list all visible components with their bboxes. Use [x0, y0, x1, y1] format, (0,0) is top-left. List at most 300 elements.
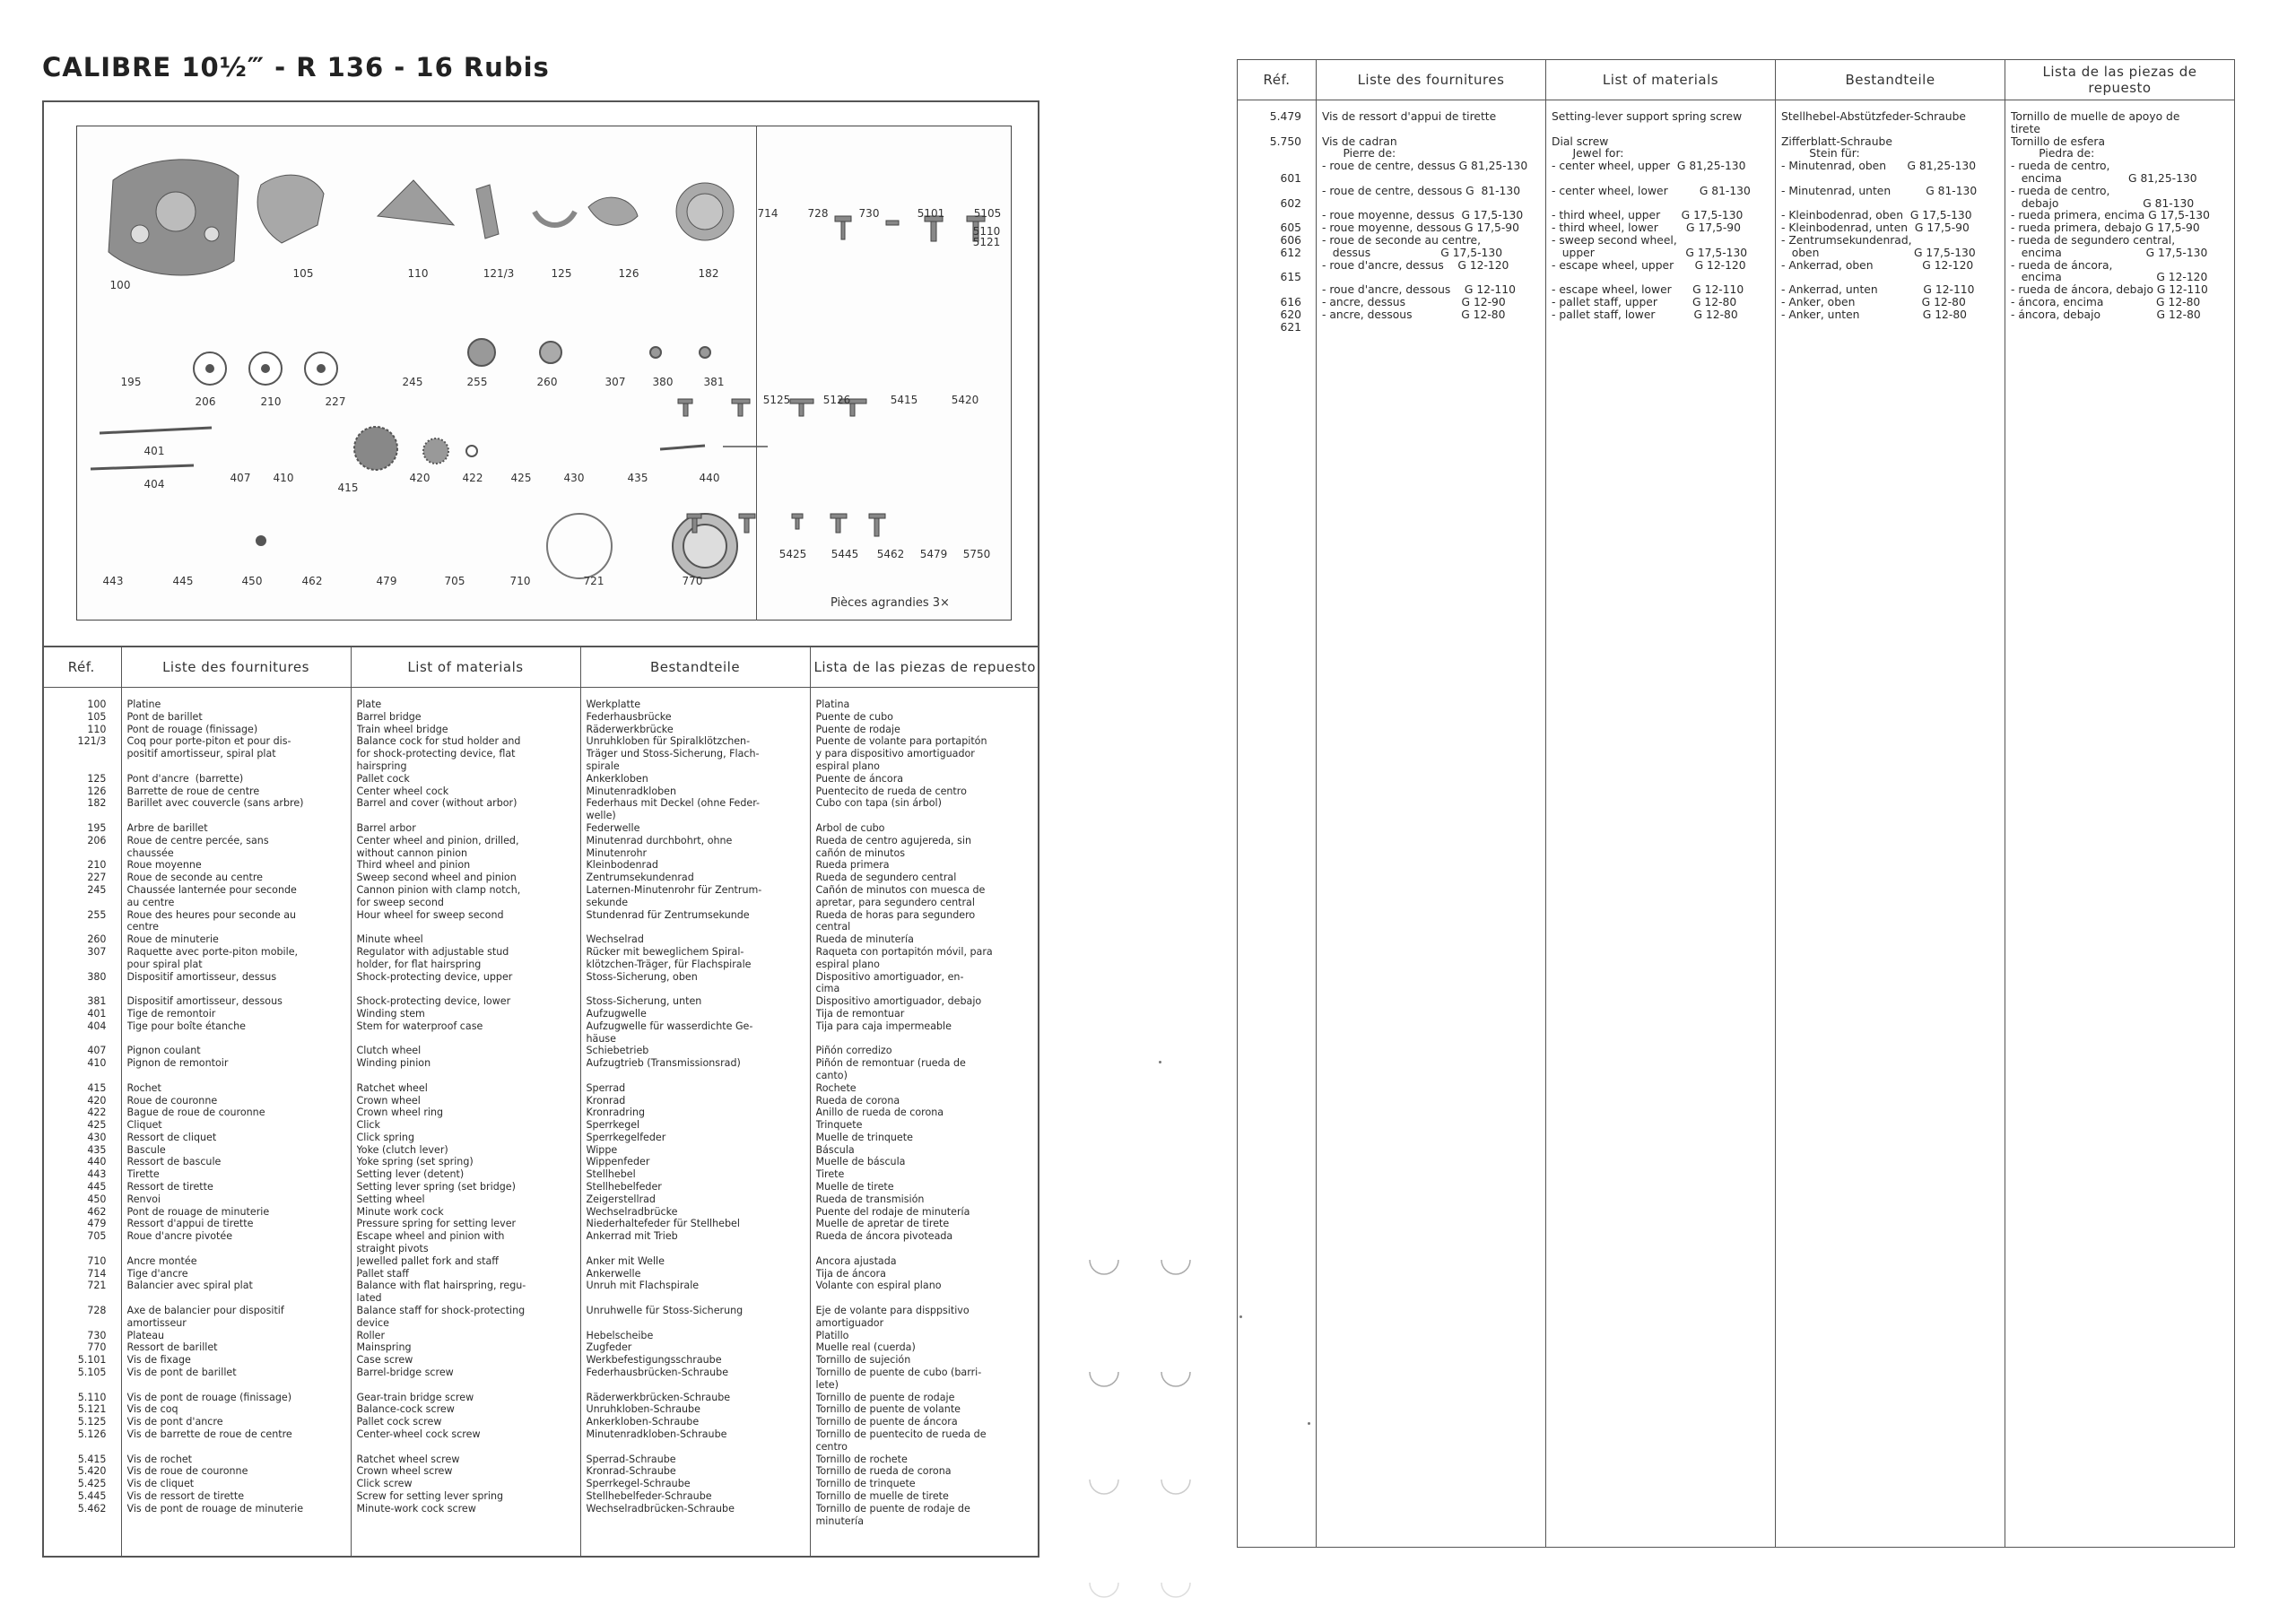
table-line: 425: [87, 1119, 107, 1132]
table-line: Stellhebelfeder-Schraube: [586, 1490, 712, 1502]
table-line: Zeigerstellrad: [586, 1193, 656, 1205]
table-line: 605: [1280, 222, 1301, 235]
table-line: 5.101: [77, 1354, 107, 1367]
table-line: espiral plano: [815, 958, 880, 970]
table-line: Tornillo de rueda de corona: [815, 1465, 952, 1478]
table-line: [48, 1243, 107, 1255]
table-line: Tija de áncora: [815, 1267, 886, 1280]
table-line: Plateau: [126, 1329, 165, 1341]
table-line: Jewelled pallet fork and staff: [356, 1254, 499, 1267]
table-line: Bascule: [126, 1143, 166, 1156]
table-line: - pallet staff, lower G 12-80: [1552, 308, 1738, 321]
table-line: Roue des heures pour seconde au: [126, 908, 297, 921]
table-line: minutería: [815, 1515, 865, 1527]
table-line: Kleinbodenrad: [586, 859, 658, 872]
table-line: amortisseur: [126, 1316, 187, 1329]
table-line: 210: [87, 859, 107, 872]
table-line: Vis de pont de rouage (finissage): [126, 1391, 292, 1403]
table-line: Unruhkloben für Spiralklötzchen-: [586, 735, 751, 748]
table-line: Barrel-bridge screw: [356, 1367, 454, 1379]
table-line: Zifferblatt-Schraube: [1781, 135, 1892, 148]
table-line: encima G 17,5-130: [2011, 247, 2208, 259]
part-label: 5105: [973, 207, 1002, 220]
part-label: 730: [858, 207, 880, 220]
part-label: 415: [337, 482, 359, 494]
table-line: Rueda de transmisión: [815, 1193, 925, 1205]
table-line: Gear-train bridge screw: [356, 1391, 474, 1403]
table-line: [127, 1070, 345, 1082]
table-line: Ressort de bascule: [126, 1156, 222, 1168]
table-line: Tornillo de puente de áncora: [815, 1416, 958, 1428]
part-label: 126: [618, 267, 639, 280]
table-line: Sperrkegelfeder: [586, 1131, 666, 1143]
table-line: Arbol de cubo: [815, 821, 885, 834]
table-line: Aufzugwelle: [586, 1007, 647, 1020]
table-line: - third wheel, lower G 17,5-90: [1552, 222, 1741, 235]
table-line: Plate: [356, 699, 382, 710]
table-line: - roue de centre, dessus G 81,25-130: [1322, 161, 1528, 173]
table-line: Stellhebel-Abstützfeder-Schraube: [1781, 111, 1966, 123]
table-line: 616: [1280, 296, 1301, 308]
speck: [1239, 1315, 1242, 1318]
table-line: [1322, 124, 1540, 136]
table-line: Winding stem: [356, 1007, 425, 1020]
table-line: Pont d'ancre (barrette): [126, 772, 244, 785]
table-line: Muelle de báscula: [815, 1156, 906, 1168]
table-line: - Ankerrad, oben G 12-120: [1781, 259, 1974, 272]
table-line: [48, 1070, 107, 1082]
table-line: Barrel bridge: [356, 710, 422, 723]
part-label: 479: [376, 575, 397, 587]
table-line: 5.415: [77, 1453, 107, 1465]
table-line: Vis de ressort de tirette: [126, 1490, 245, 1502]
table-line: Puente de cubo: [815, 710, 893, 723]
table-line: Roue moyenne: [126, 859, 202, 872]
table-line: Balance staff for shock-protecting: [356, 1305, 526, 1317]
table-line: Roue de centre percée, sans: [126, 834, 269, 846]
part-label: 770: [682, 575, 703, 587]
table-line: Piñón corredizo: [815, 1045, 892, 1057]
table-line: - áncora, debajo G 12-80: [2011, 308, 2201, 321]
table-line: Screw for setting lever spring: [356, 1490, 504, 1502]
table-line: central: [815, 921, 851, 933]
table-line: Sperrkegel-Schraube: [586, 1478, 691, 1490]
table-line: Báscula: [815, 1143, 855, 1156]
table-line: Ankerkloben: [586, 772, 648, 785]
table-line: Ressort de cliquet: [126, 1131, 217, 1143]
col-header-es: Lista de las piezas de repuesto: [2005, 60, 2235, 100]
table-line: Muelle de tirete: [815, 1181, 894, 1193]
table-line: upper G 17,5-130: [1552, 247, 1748, 259]
table-line: [48, 847, 107, 860]
table-line: Vis de coq: [126, 1403, 178, 1416]
parts-photo: [76, 126, 1012, 621]
table-line: Aufzugwelle für wasserdichte Ge-: [586, 1020, 753, 1032]
table-line: Minutenrohr: [586, 846, 648, 859]
table-line: Puente del rodaje de minutería: [815, 1205, 970, 1218]
table-line: Zugfeder: [586, 1341, 632, 1354]
table-line: Tornillo de puente de volante: [815, 1403, 961, 1416]
table-line: [1781, 173, 1999, 186]
table-line: Muelle de apretar de tirete: [815, 1218, 950, 1230]
table-line: [357, 1070, 575, 1082]
table-line: Platina: [815, 699, 850, 710]
part-label: 410: [273, 472, 294, 484]
table-line: Balance-cock screw: [356, 1403, 455, 1416]
part-label: 450: [241, 575, 263, 587]
table-line: 430: [87, 1131, 107, 1143]
table-line: Raquette avec porte-piton mobile,: [126, 945, 299, 958]
table-line: Cliquet: [126, 1119, 162, 1132]
table-line: - pallet staff, upper G 12-80: [1552, 296, 1737, 308]
table-line: 714: [87, 1267, 107, 1280]
table-line: - rueda de centro,: [2011, 161, 2110, 173]
table-line: [127, 760, 345, 773]
table-line: [127, 1243, 345, 1255]
part-label: 420: [409, 472, 430, 484]
table-line: Muelle de trinquete: [815, 1131, 913, 1143]
table-line: 710: [87, 1254, 107, 1267]
table-line: centro: [815, 1440, 848, 1453]
part-label: 5479: [919, 548, 948, 560]
table-line: 730: [87, 1329, 107, 1341]
table-line: Ressort de tirette: [126, 1181, 213, 1193]
table-line: 5.479: [1269, 111, 1301, 123]
table-line: 420: [87, 1094, 107, 1107]
table-line: - roue d'ancre, dessous G 12-110: [1322, 284, 1516, 297]
table-line: y para dispositivo amortiguador: [815, 748, 975, 760]
table-line: Dispositif amortisseur, dessous: [126, 995, 283, 1008]
table-line: Barrel and cover (without arbor): [356, 797, 517, 810]
table-line: 422: [87, 1107, 107, 1119]
table-line: Tornillo de sujeción: [815, 1354, 911, 1367]
table-line: [48, 760, 107, 773]
table-line: Rueda primera: [815, 859, 890, 872]
table-line: 612: [1280, 247, 1301, 259]
table-line: [48, 983, 107, 995]
table-line: [1243, 210, 1301, 222]
table-line: Ankerrad mit Trieb: [586, 1230, 678, 1243]
left-parts-table: [42, 646, 1039, 1558]
table-line: Tornillo de puente de rodaje de: [815, 1502, 970, 1515]
table-line: Tornillo de puente de cubo (barri-: [815, 1367, 982, 1379]
table-line: Pallet cock: [356, 772, 410, 785]
table-line: 255: [87, 908, 107, 921]
table-line: [48, 897, 107, 909]
table-line: Pallet staff: [356, 1267, 409, 1280]
table-line: Anker mit Welle: [586, 1254, 665, 1267]
table-line: Tornillo de muelle de apoyo de: [2011, 111, 2180, 123]
table-line: Chaussée lanternée pour seconde: [126, 883, 297, 896]
table-line: [48, 810, 107, 822]
table-line: - Anker, unten G 12-80: [1781, 308, 1967, 321]
table-line: [1781, 272, 1999, 284]
table-line: Unruhwelle für Stoss-Sicherung: [586, 1305, 744, 1317]
table-line: Stellhebel: [586, 1168, 636, 1181]
table-line: [127, 1441, 345, 1454]
table-line: - rueda de segundero central,: [2011, 234, 2176, 247]
table-line: Setting lever (detent): [356, 1168, 465, 1181]
table-line: Roue d'ancre pivotée: [126, 1230, 233, 1243]
table-line: - rueda de centro,: [2011, 185, 2110, 197]
table-line: espiral plano: [815, 759, 880, 772]
table-line: - roue moyenne, dessous G 17,5-90: [1322, 222, 1519, 235]
table-line: 479: [87, 1218, 107, 1230]
table-line: [357, 921, 575, 933]
table-line: straight pivots: [356, 1243, 429, 1255]
table-line: 380: [87, 970, 107, 983]
enlarged-note: Pièces agrandies 3×: [831, 596, 950, 610]
table-line: Pont de rouage de minuterie: [126, 1205, 270, 1218]
table-line: Setting-lever support spring screw: [1552, 111, 1743, 123]
part-label: 721: [583, 575, 604, 587]
part-label: 121/3: [483, 267, 515, 280]
table-line: Tornillo de trinquete: [815, 1478, 916, 1490]
table-line: - escape wheel, upper G 12-120: [1552, 259, 1746, 272]
table-line: without cannon pinion: [356, 846, 468, 859]
table-line: Kronrad-Schraube: [586, 1465, 676, 1478]
table-line: Pignon coulant: [126, 1045, 201, 1057]
table-line: Kronradring: [586, 1107, 646, 1119]
table-line: 5.121: [77, 1403, 107, 1416]
table-line: [587, 983, 804, 995]
table-line: Platillo: [815, 1329, 849, 1341]
table-line: Axe de balancier pour dispositif: [126, 1305, 284, 1317]
table-line: Pont de rouage (finissage): [126, 723, 258, 735]
table-line: Click: [356, 1119, 380, 1132]
table-line: 5.425: [77, 1478, 107, 1490]
table-line: Räderwerkbrücke: [586, 723, 674, 735]
table-line: Cubo con tapa (sin árbol): [815, 797, 942, 810]
table-line: [48, 1317, 107, 1330]
table-line: Stem for waterproof case: [356, 1020, 483, 1032]
table-line: device: [356, 1316, 389, 1329]
table-line: au centre: [126, 896, 175, 908]
part-label: 307: [604, 376, 626, 388]
ref-column: [1238, 100, 1317, 1548]
table-line: Dispositivo amortiguador, debajo: [815, 995, 982, 1008]
table-line: Ratchet wheel: [356, 1081, 428, 1094]
table-line: 182: [87, 797, 107, 810]
table-line: welle): [586, 810, 616, 822]
table-line: Tige de remontoir: [126, 1007, 216, 1020]
table-line: Balancier avec spiral plat: [126, 1280, 253, 1292]
part-label: 714: [757, 207, 778, 220]
table-line: [587, 1292, 804, 1305]
table-line: Rueda de segundero central: [815, 872, 957, 884]
table-line: [127, 810, 345, 822]
table-line: Dispositif amortisseur, dessus: [126, 970, 277, 983]
table-line: [1552, 173, 1770, 186]
table-line: dessus G 17,5-130: [1322, 247, 1503, 259]
table-line: Winding pinion: [356, 1057, 431, 1070]
table-line: - roue moyenne, dessus G 17,5-130: [1322, 210, 1524, 222]
table-line: - center wheel, upper G 81,25-130: [1552, 161, 1746, 173]
table-line: Tija de remontuar: [815, 1007, 905, 1020]
table-line: lete): [815, 1378, 839, 1391]
table-line: [48, 1441, 107, 1454]
table-line: Roue de seconde au centre: [126, 872, 263, 884]
table-line: [816, 1243, 1035, 1255]
table-line: Zentrumsekundenrad: [586, 872, 694, 884]
table-line: 5.750: [1269, 135, 1301, 148]
table-line: Hour wheel for sweep second: [356, 908, 504, 921]
table-line: klötzchen-Träger, für Flachspirale: [586, 958, 752, 970]
table-line: Train wheel bridge: [356, 723, 448, 735]
table-line: Center wheel cock: [356, 785, 449, 797]
table-line: [587, 1441, 804, 1454]
table-line: Vis de cadran: [1322, 135, 1397, 148]
table-line: Rochet: [126, 1081, 161, 1094]
table-line: Tige pour boîte étanche: [126, 1020, 246, 1032]
table-line: 5.126: [77, 1428, 107, 1441]
table-line: Case screw: [356, 1354, 413, 1367]
table-line: [587, 921, 804, 933]
plate-part-drawing: [109, 160, 734, 275]
table-line: 621: [1280, 321, 1301, 334]
table-line: Hebelscheibe: [586, 1329, 654, 1341]
table-line: Arbre de barillet: [126, 821, 208, 834]
part-label: 182: [698, 267, 719, 280]
table-line: Puente de rodaje: [815, 723, 900, 735]
table-line: [357, 1379, 575, 1392]
table-line: 728: [87, 1305, 107, 1317]
col-header-en: List of materials: [351, 647, 580, 688]
table-line: - ancre, dessus G 12-90: [1322, 296, 1506, 308]
table-line: Niederhaltefeder für Stellhebel: [586, 1218, 740, 1230]
table-line: [357, 1441, 575, 1454]
table-line: Träger und Stoss-Sicherung, Flach-: [586, 748, 760, 760]
table-line: Vis de pont de rouage de minuterie: [126, 1502, 304, 1515]
part-label: 380: [652, 376, 674, 388]
table-line: cima: [815, 983, 840, 995]
table-line: Platine: [126, 699, 161, 710]
table-line: cañón de minutos: [815, 846, 906, 859]
table-line: [48, 1379, 107, 1392]
table-line: [48, 921, 107, 933]
table-line: [127, 1033, 345, 1046]
table-line: Pierre de:: [1322, 148, 1396, 161]
table-line: 410: [87, 1057, 107, 1070]
col-header-en: List of materials: [1546, 60, 1776, 100]
table-line: Mainspring: [356, 1341, 412, 1354]
table-line: 602: [1280, 197, 1301, 210]
speck: [1308, 1422, 1310, 1425]
part-label: 404: [144, 478, 165, 490]
right-parts-table: [1237, 59, 2235, 1548]
table-line: Center wheel and pinion, drilled,: [356, 834, 519, 846]
table-line: pour spiral plat: [126, 958, 203, 970]
table-line: Puente de volante para portapitón: [815, 735, 987, 748]
part-label: 705: [444, 575, 465, 587]
table-line: Barrel arbor: [356, 821, 416, 834]
table-line: Tirete: [815, 1168, 845, 1181]
table-line: Crown wheel: [356, 1094, 421, 1107]
table-line: [1781, 198, 1999, 211]
table-line: Tornillo de puentecito de rueda de: [815, 1428, 987, 1441]
table-line: Puentecito de rueda de centro: [815, 785, 967, 797]
table-line: positif amortisseur, spiral plat: [126, 748, 276, 760]
table-line: Schiebetrieb: [586, 1045, 649, 1057]
table-line: [1243, 186, 1301, 198]
french-column: [121, 688, 351, 1558]
table-line: for shock-protecting device, flat: [356, 748, 516, 760]
table-line: [127, 1379, 345, 1392]
table-line: 307: [87, 945, 107, 958]
table-line: Crown wheel ring: [356, 1107, 444, 1119]
table-line: Setting wheel: [356, 1193, 425, 1205]
table-line: - Anker, oben G 12-80: [1781, 296, 1966, 308]
table-line: tirete: [2011, 123, 2040, 135]
spanish-column: [2005, 100, 2235, 1548]
table-line: Federhausbrücken-Schraube: [586, 1367, 729, 1379]
table-line: apretar, para segundero central: [815, 896, 975, 908]
part-label: 381: [703, 376, 725, 388]
table-line: [816, 810, 1035, 822]
spanish-column: [810, 688, 1039, 1558]
table-line: Sweep second wheel and pinion: [356, 872, 517, 884]
table-line: Roue de couronne: [126, 1094, 218, 1107]
table-line: [1243, 260, 1301, 273]
part-label: 430: [563, 472, 585, 484]
table-line: [357, 810, 575, 822]
table-line: Minute-work cock screw: [356, 1502, 476, 1515]
table-line: Dispositivo amortiguador, en-: [815, 970, 964, 983]
table-line: Federhaus mit Deckel (ohne Feder-: [586, 797, 761, 810]
table-line: 435: [87, 1143, 107, 1156]
table-line: 462: [87, 1205, 107, 1218]
table-line: 415: [87, 1081, 107, 1094]
table-line: - Zentrumsekundenrad,: [1781, 234, 1912, 247]
table-line: [1552, 272, 1770, 284]
table-line: Setting lever spring (set bridge): [356, 1181, 516, 1193]
table-line: [48, 748, 107, 760]
table-line: 770: [87, 1341, 107, 1354]
part-label: 5125: [762, 394, 791, 406]
table-line: [1552, 124, 1770, 136]
table-line: Rueda de corona: [815, 1094, 900, 1107]
part-label: 710: [509, 575, 531, 587]
table-line: Minutenrad durchbohrt, ohne: [586, 834, 733, 846]
table-line: Crown wheel screw: [356, 1465, 453, 1478]
table-line: Vis de cliquet: [126, 1478, 195, 1490]
table-line: 126: [87, 785, 107, 797]
table-line: Jewel for:: [1552, 148, 1624, 161]
table-line: Rueda de horas para segundero: [815, 908, 976, 921]
table-line: 404: [87, 1020, 107, 1032]
table-line: 721: [87, 1280, 107, 1292]
table-line: Ressort d'appui de tirette: [126, 1218, 254, 1230]
table-line: Pignon de remontoir: [126, 1057, 229, 1070]
table-line: - roue de seconde au centre,: [1322, 234, 1481, 247]
table-line: Tornillo de puente de rodaje: [815, 1391, 955, 1403]
table-line: Click spring: [356, 1131, 414, 1143]
part-label: 5126: [822, 394, 851, 406]
part-label: 5425: [778, 548, 807, 560]
table-line: Stellhebelfeder: [586, 1181, 662, 1193]
col-header-fr: Liste des fournitures: [1317, 60, 1546, 100]
part-label: 255: [466, 376, 488, 388]
col-header-es: Lista de las piezas de repuesto: [810, 647, 1039, 688]
table-line: chaussée: [126, 846, 174, 859]
table-line: [1243, 284, 1301, 297]
part-label: 206: [195, 395, 216, 408]
table-line: Yoke (clutch lever): [356, 1143, 448, 1156]
table-line: Wechselrad: [586, 933, 644, 946]
table-line: Piñón de remontuar (rueda de: [815, 1057, 966, 1070]
part-label: 5445: [831, 548, 859, 560]
table-line: Vis de pont d'ancre: [126, 1416, 223, 1428]
